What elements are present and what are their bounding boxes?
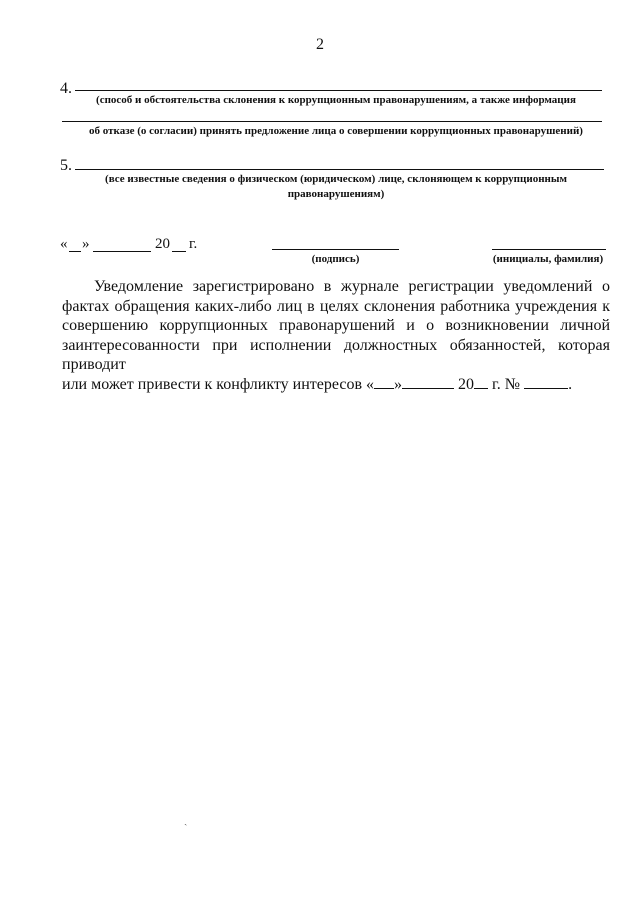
- date-year-suffix: г.: [189, 236, 198, 252]
- item-4-caption-line-1: (способ и обстоятельства склонения к коррупционным правонарушениям, а также информация: [96, 94, 576, 106]
- item-5-fill-line[interactable]: [75, 169, 604, 170]
- registration-day-field[interactable]: [374, 376, 394, 389]
- signature-field[interactable]: [272, 249, 399, 250]
- date-month-field[interactable]: [93, 251, 151, 252]
- date-open-quote: «: [60, 236, 68, 252]
- registration-last-line-end: .: [568, 375, 573, 393]
- registration-month-field[interactable]: [402, 376, 454, 389]
- name-field[interactable]: [492, 249, 606, 250]
- registration-last-line: [62, 375, 610, 395]
- registration-last-line-start: или может привести к конфликту интересов «: [62, 375, 375, 393]
- registration-paragraph: [62, 277, 610, 394]
- registration-year-field[interactable]: [474, 376, 488, 389]
- name-caption: (инициалы, фамилия): [492, 253, 604, 265]
- stray-mark: ˎ: [184, 815, 188, 826]
- registration-number-field[interactable]: [524, 376, 568, 389]
- item-5-number: 5.: [60, 157, 72, 174]
- item-4-number: 4.: [60, 80, 72, 97]
- date-day-field[interactable]: [69, 251, 81, 252]
- page-number: 2: [316, 36, 324, 53]
- signature-caption: (подпись): [311, 253, 360, 265]
- registration-number-label: г. №: [492, 375, 521, 393]
- date-year-prefix: 20: [155, 236, 170, 252]
- item-4-fill-line-2[interactable]: [62, 121, 602, 122]
- date-year-field[interactable]: [172, 251, 186, 252]
- registration-year-prefix: 20: [458, 375, 475, 393]
- item-5-caption-line-1: (все известные сведения о физическом (юридическом) лице, склоняющем к коррупционным: [105, 173, 567, 185]
- item-4-caption-line-2: об отказе (о согласии) принять предложение лица о совершении коррупционных правонарушений): [89, 125, 583, 137]
- date-close-quote: »: [82, 236, 90, 252]
- registration-quote-close: »: [394, 375, 403, 393]
- item-5-caption-line-2: правонарушениям): [287, 188, 385, 200]
- registration-text: Уведомление зарегистрировано в журнале регистрации уведомлений о фактах обращения каких-либо лиц в целях склонения работника учреждения к совершению коррупционных правонарушений и о возникновении личной заинтересованности при исполнении должностных обязанностей, которая приводит: [62, 278, 610, 373]
- item-4-fill-line[interactable]: [75, 90, 602, 91]
